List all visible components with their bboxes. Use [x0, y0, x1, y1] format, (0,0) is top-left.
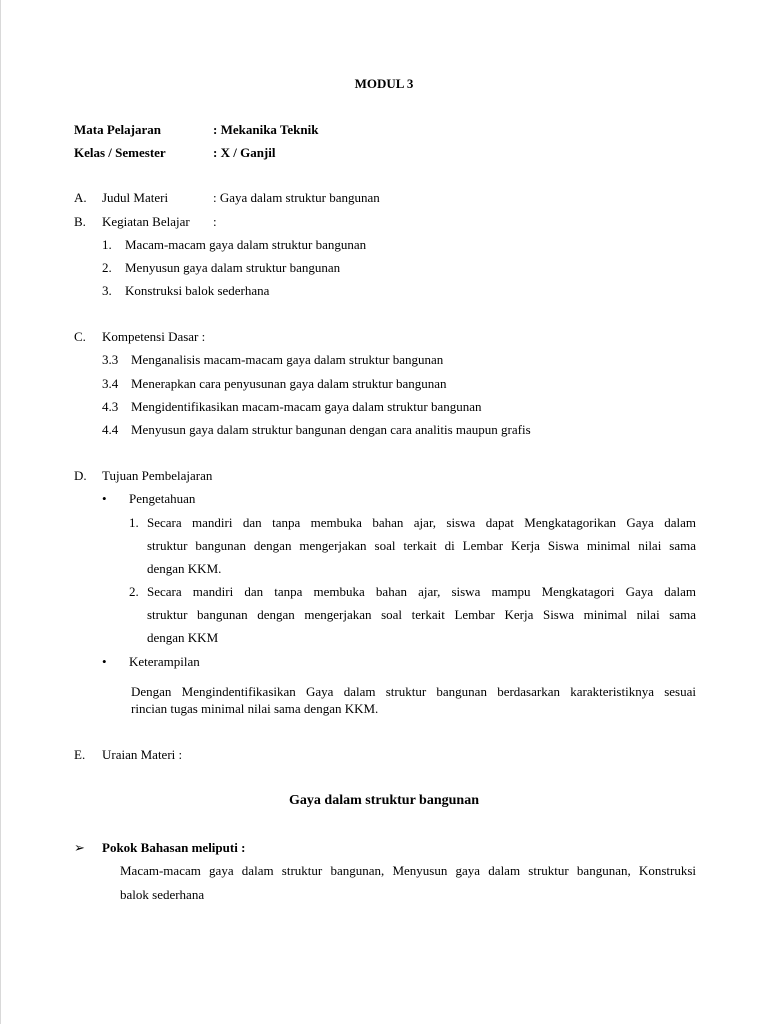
- section-b-colon: :: [213, 214, 217, 229]
- list-item: Konstruksi balok sederhana: [125, 283, 270, 298]
- objective-line: dengan KKM: [147, 630, 219, 645]
- page-edge: [0, 0, 1, 1024]
- objective-line: struktur bangunan dengan mengerjakan soal terkait di Lembar Kerja Siswa minimal nilai sama: [147, 538, 696, 553]
- competency-item: Menyusun gaya dalam struktur bangunan dengan cara analitis maupun grafis: [131, 422, 531, 437]
- competency-item: Menganalisis macam-macam gaya dalam struktur bangunan: [131, 352, 444, 367]
- topic-line: balok sederhana: [120, 887, 205, 902]
- topic-label: Pokok Bahasan meliputi :: [102, 840, 246, 855]
- section-b-label: Kegiatan Belajar: [102, 214, 190, 229]
- section-a-value: : Gaya dalam struktur bangunan: [213, 190, 380, 205]
- section-d-marker: D.: [74, 468, 87, 483]
- objective-number: 1.: [129, 515, 139, 530]
- competency-number: 4.3: [102, 399, 119, 414]
- competency-number: 3.3: [102, 352, 119, 367]
- section-c-label: Kompetensi Dasar :: [102, 329, 206, 344]
- skills-line: rincian tugas minimal nilai sama dengan KKM.: [131, 701, 379, 716]
- objective-line: struktur bangunan dengan mengerjakan soal terkait Lembar Kerja Siswa minimal nilai sama: [147, 607, 696, 622]
- section-a-label: Judul Materi: [102, 190, 169, 205]
- bullet-icon: •: [102, 491, 107, 506]
- objective-line: Secara mandiri dan tanpa membuka bahan ajar, siswa dapat Mengkatagorikan Gaya dalam: [147, 515, 696, 530]
- section-heading: Gaya dalam struktur bangunan: [289, 793, 479, 808]
- knowledge-label: Pengetahuan: [129, 491, 196, 506]
- subject-label: Mata Pelajaran: [74, 122, 162, 137]
- objective-line: Secara mandiri dan tanpa membuka bahan ajar, siswa mampu Mengkatagori Gaya dalam: [147, 584, 696, 599]
- list-item-number: 2.: [102, 260, 112, 275]
- list-item: Menyusun gaya dalam struktur bangunan: [125, 260, 341, 275]
- skills-label: Keterampilan: [129, 654, 200, 669]
- section-d-label: Tujuan Pembelajaran: [102, 468, 213, 483]
- section-e-marker: E.: [74, 747, 86, 762]
- document-title: MODUL 3: [354, 76, 414, 91]
- competency-number: 3.4: [102, 376, 119, 391]
- section-e-label: Uraian Materi :: [102, 747, 183, 762]
- class-label: Kelas / Semester: [74, 145, 166, 160]
- arrow-bullet-icon: ➢: [74, 840, 85, 855]
- section-c-marker: C.: [74, 329, 86, 344]
- bullet-icon: •: [102, 654, 107, 669]
- subject-value: : Mekanika Teknik: [213, 122, 319, 137]
- list-item: Macam-macam gaya dalam struktur bangunan: [125, 237, 367, 252]
- section-a-marker: A.: [74, 190, 87, 205]
- section-b-marker: B.: [74, 214, 86, 229]
- competency-item: Mengidentifikasikan macam-macam gaya dalam struktur bangunan: [131, 399, 482, 414]
- topic-line: Macam-macam gaya dalam struktur bangunan, Menyusun gaya dalam struktur bangunan, Konstruksi: [120, 863, 696, 878]
- objective-number: 2.: [129, 584, 139, 599]
- skills-line: Dengan Mengindentifikasikan Gaya dalam struktur bangunan berdasarkan karakteristiknya sesuai: [131, 684, 696, 699]
- class-value: : X / Ganjil: [213, 145, 276, 160]
- objective-line: dengan KKM.: [147, 561, 222, 576]
- list-item-number: 3.: [102, 283, 112, 298]
- competency-number: 4.4: [102, 422, 119, 437]
- list-item-number: 1.: [102, 237, 112, 252]
- competency-item: Menerapkan cara penyusunan gaya dalam struktur bangunan: [131, 376, 447, 391]
